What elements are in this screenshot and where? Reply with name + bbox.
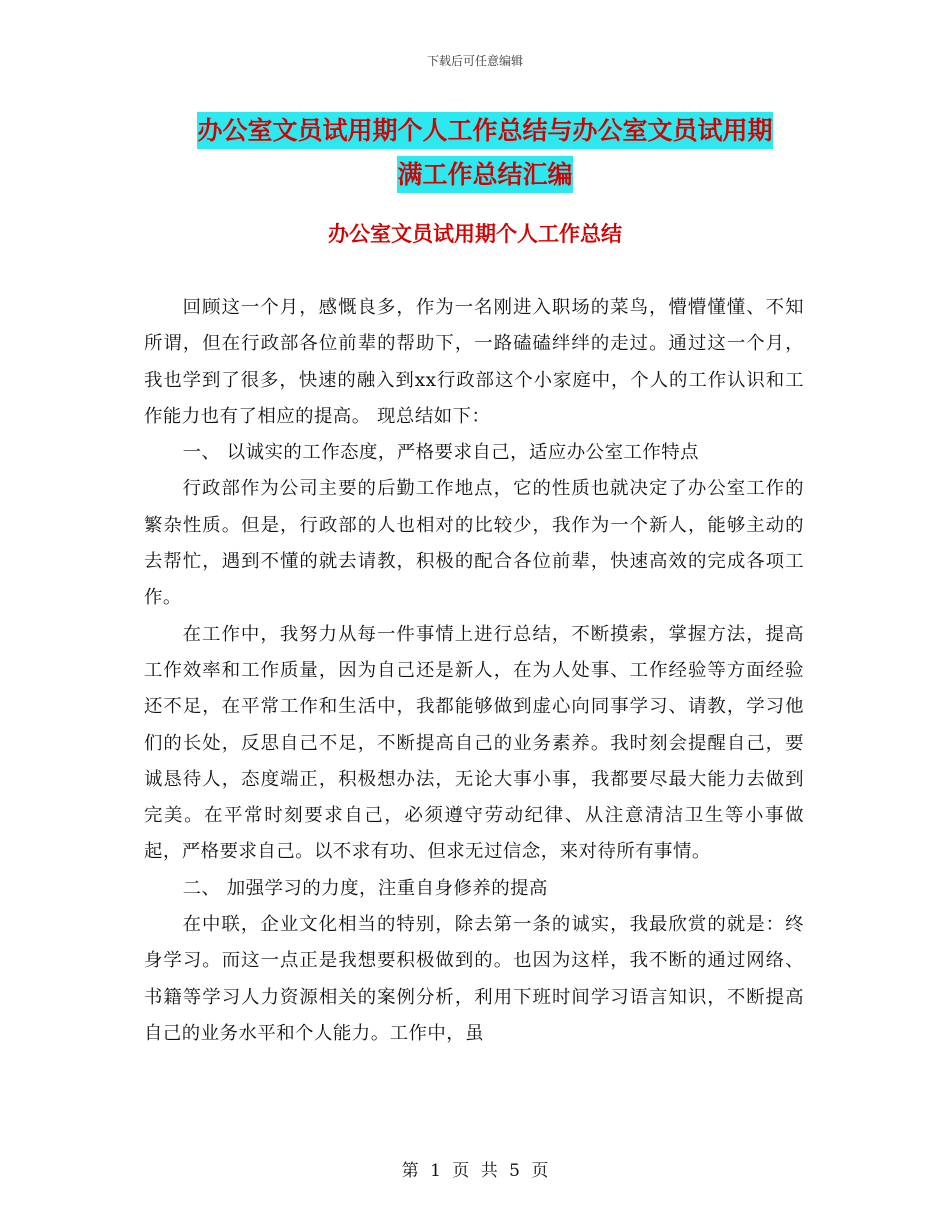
- document-body: [144, 290, 804, 1052]
- paragraph: 在中联，企业文化相当的特别，除去第一条的诚实，我最欣赏的就是：终身学习。而这一点正是我想要积极做到的。也因为这样，我不断的通过网络、书籍等学习人力资源相关的案例分析，利用下班时间学习语言知识，不断提高自己的业务水平和个人能力。工作中，虽: [144, 914, 804, 1044]
- paragraph: 回顾这一个月，感慨良多，作为一名刚进入职场的菜鸟，懵懵懂懂、不知所谓，但在行政部各位前辈的帮助下，一路磕磕绊绊的走过。通过这一个月，我也学到了很多，快速的融入到xx行政部这个小家庭中，个人的工作认识和工作能力也有了相应的提高。 现总结如下：: [144, 297, 804, 427]
- title-highlight: 办公室文员试用期个人工作总结与办公室文员试用期: [197, 112, 772, 149]
- page-header: 下载后可任意编辑: [426, 54, 523, 68]
- document-title-line-1: [160, 106, 810, 156]
- paragraph: 行政部作为公司主要的后勤工作地点，它的性质也就决定了办公室工作的繁杂性质。但是，行政部的人也相对的比较少，我作为一个新人，能够主动的去帮忙，遇到不懂的就去请教，积极的配合各位前辈，快速高效的完成各项工作。: [144, 478, 804, 609]
- heading-point-2: 二、 加强学习的力度，注重自身修养的提高: [182, 877, 548, 899]
- page-number: 第 1 页 共 5 页: [401, 1161, 549, 1181]
- document-title-line-2: [160, 150, 810, 200]
- paragraph: 在工作中，我努力从每一件事情上进行总结，不断摸索，掌握方法，提高工作效率和工作质量，因为自己还是新人，在为人处事、工作经验等方面经验还不足，在平常工作和生活中，我都能够做到虚心向同事学习、请教，学习他们的长处，反思自己不足，不断提高自己的业务素养。我时刻会提醒自己，要诚恳待人，态度端正，积极想办法，无论大事小事，我都要尽最大能力去做到完美。在平常时刻要求自己，必须遵守劳动纪律、从注意清洁卫生等小事做起，严格要求自己。以不求有功、但求无过信念，来对待所有事情。: [144, 623, 804, 863]
- section-title: 办公室文员试用期个人工作总结: [328, 222, 622, 246]
- heading-point-1: 一、 以诚实的工作态度，严格要求自己，适应办公室工作特点: [182, 442, 700, 464]
- title-highlight: 满工作总结汇编: [397, 156, 572, 193]
